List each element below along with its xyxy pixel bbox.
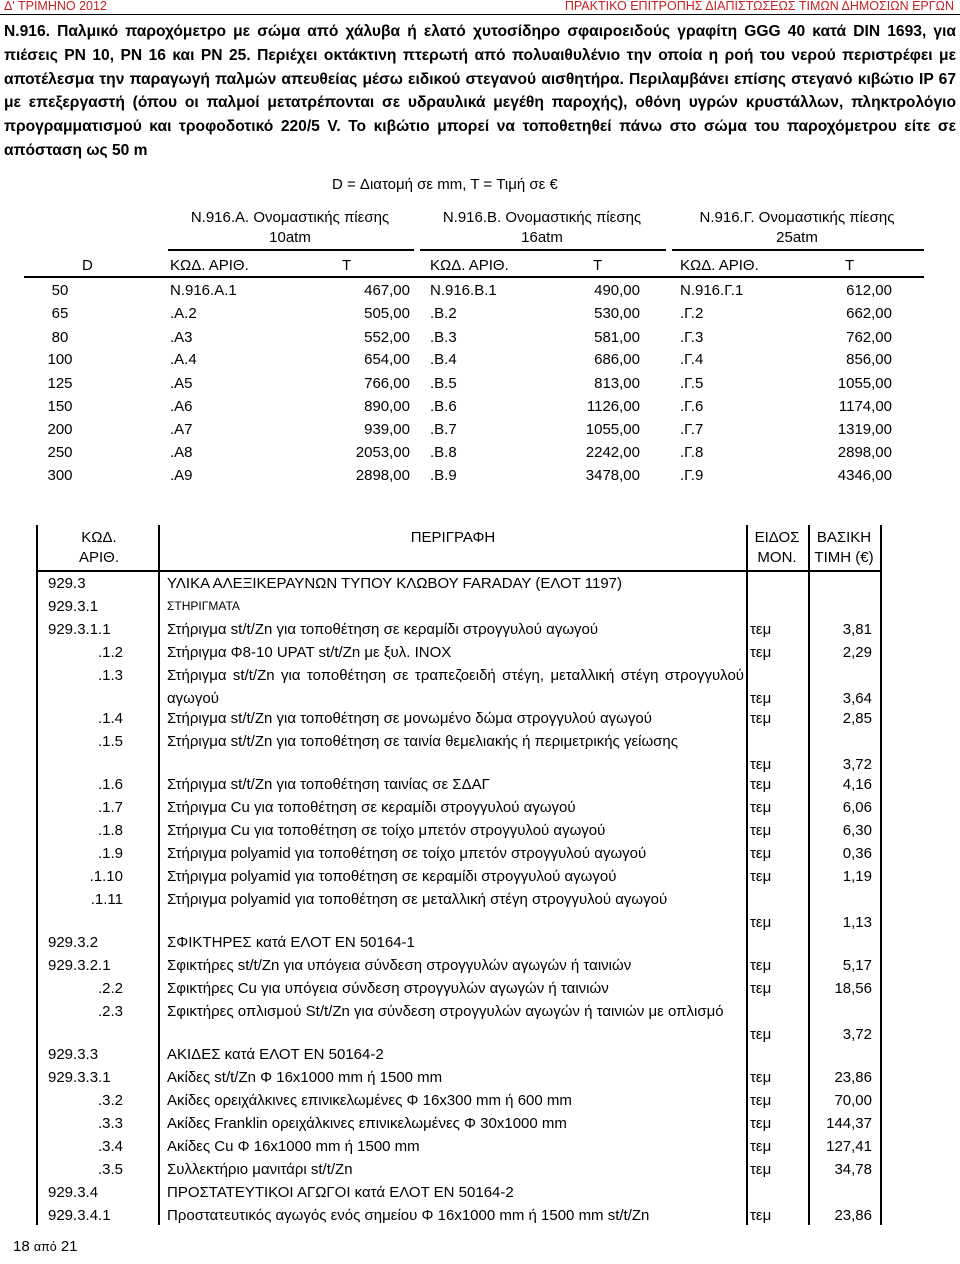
item-unit: τεμ [750,644,772,661]
code-b: .Β.4 [430,351,457,368]
page-sep: από [33,1240,57,1254]
item-code: .1.7 [97,799,123,816]
item-code: 929.3.4.1 [48,1207,111,1224]
col-header-code-line2: ΑΡΙΘ. [78,549,119,566]
item-description: Στήριγμα Cu για τοποθέτηση σε κεραμίδι στρογγυλού αγωγού [167,799,576,816]
item-unit: τεμ [750,845,772,862]
price-a: 505,00 [364,305,410,322]
diameter: 200 [47,421,73,438]
item-description: Στήριγμα st/t/Zn για τοποθέτηση ταινίας σε ΣΔΑΓ [167,776,490,793]
header-code-b: ΚΩΔ. ΑΡΙΘ. [430,257,509,274]
item-price: 3,72 [842,756,872,773]
header-left: Δ' ΤΡΙΜΗΝΟ 2012 [4,0,107,13]
item-description: Ν.916. Παλμικό παροχόμετρο με σώμα από χάλυβα ή ελατό χυτοσίδηρο σφαιροειδούς γραφίτη GGG 40 κατά DIN 1693, για πιέσεις PN 10, PN 16 και PN 25. Περιέχει οκτάκτινη πτερωτή από πολυαιθυλένιο την οποία η ροή του νερού περιστρέφει με αποτέλεσμα την παραγωγή παλμών απευθείας μέσω ειδικού στεγανού αισθητήρα. Περιλαμβάνει επίσης στεγανό κιβώτιο IP 67 με επεξεργαστή (όπου οι παλμοί μετατρέπονται σε υδραυλικά μεγέθη παροχής), οθόνη υγρών κρυστάλλων, πληκτρολόγιο προγραμματισμού και τροφοδοτικό 220/5 V. Το κιβώτιο μπορεί να τοποθετηθεί πάνω στο σώμα του παροχόμετρου είτε σε απόσταση ως 50 m [4,23,956,159]
item-price: 6,06 [842,799,872,816]
col-header-description: ΠΕΡΙΓΡΑΦΗ [410,529,496,546]
code-a: .Α.4 [170,351,197,368]
grid-line [746,525,748,1225]
price-b: 1126,00 [586,398,640,415]
item-unit: τεμ [750,1026,772,1043]
price-a: 654,00 [364,351,410,368]
col-header-unit-line1: ΕΙΔΟΣ [754,529,800,546]
item-price: 23,86 [834,1207,872,1224]
group-header-b [420,208,664,248]
item-description: Στήριγμα Cu για τοποθέτηση σε τοίχο μπετόν στρογγυλού αγωγού [167,822,606,839]
item-code: .1.11 [90,891,123,908]
item-price: 0,36 [842,845,872,862]
item-price: 70,00 [834,1092,872,1109]
item-code: .2.2 [97,980,123,997]
item-price: 18,56 [834,980,872,997]
item-code: 929.3.1 [48,598,99,615]
price-a: 467,00 [364,282,410,299]
item-unit: τεμ [750,1138,772,1155]
item-description: ΑΚΙΔΕΣ κατά ΕΛΟΤ ΕΝ 50164-2 [167,1046,384,1063]
item-price: 3,64 [842,690,872,707]
item-price: 4,16 [842,776,872,793]
price-c: 1174,00 [838,398,892,415]
item-unit: τεμ [750,980,772,997]
diameter: 125 [47,375,73,392]
item-code: 929.3.3.1 [48,1069,111,1086]
item-unit: τεμ [750,1115,772,1132]
item-description: Ακίδες ορειχάλκινες επινικελωμένες Φ 16x300 mm ή 600 mm [167,1092,572,1109]
price-c: 4346,00 [837,467,892,484]
code-b: .Β.6 [430,398,457,415]
price-a: 890,00 [364,398,410,415]
price-c: 856,00 [846,351,892,368]
item-price: 1,19 [842,868,872,885]
diameter: 150 [47,398,73,415]
header-code-a: ΚΩΔ. ΑΡΙΘ. [170,257,249,274]
item-description: ΣΤΗΡΙΓΜΑΤΑ [167,599,240,613]
price-b: 813,00 [594,375,640,392]
price-b: 686,00 [594,351,640,368]
item-code: .3.4 [97,1138,123,1155]
item-code: .1.5 [97,733,123,750]
code-a: .Α5 [170,375,193,392]
header-right: ΠΡΑΚΤΙΚΟ ΕΠΙΤΡΟΠΗΣ ΔΙΑΠΙΣΤΩΣΕΩΣ ΤΙΜΩΝ ΔΗΜΟΣΙΩΝ ΕΡΓΩΝ [564,0,954,13]
header-code-c: ΚΩΔ. ΑΡΙΘ. [680,257,759,274]
item-description: Σφικτήρες οπλισμού St/t/Zn για σύνδεση στρογγυλών αγωγών ή ταινιών με οπλισμό [167,1003,724,1020]
item-code: .1.10 [89,868,123,885]
group-a-pressure: 10atm [269,229,311,246]
header-d: D [82,257,93,274]
col-header-price-line2: ΤΙΜΗ (€) [814,549,874,566]
code-c: .Γ.4 [680,351,704,368]
price-a: 2053,00 [355,444,410,461]
item-unit: τεμ [750,776,772,793]
price-b: 2242,00 [585,444,640,461]
item-unit: τεμ [750,799,772,816]
item-price: 127,41 [826,1138,872,1155]
item-description: Σφικτήρες st/t/Zn για υπόγεια σύνδεση στρογγυλών αγωγών ή ταινιών [167,957,632,974]
item-price: 2,85 [842,710,872,727]
col-header-price-line1: ΒΑΣΙΚΗ [816,529,872,546]
code-b: .Β.5 [430,375,457,392]
item-description: Στήριγμα polyamid για τοποθέτηση σε μεταλλική στέγη στρογγυλού αγωγού [167,891,668,908]
price-a: 2898,00 [355,467,410,484]
item-price: 1,13 [842,914,872,931]
item-code: 929.3.2.1 [48,957,111,974]
item-price: 3,81 [842,621,872,638]
item-description: Στήριγμα polyamid για τοποθέτηση σε τοίχο μπετόν στρογγυλού αγωγού [167,845,647,862]
item-unit: τεμ [750,756,772,773]
table-row [0,327,960,350]
item-description: Στήριγμα st/t/Zn για τοποθέτηση σε ταινία θεμελιακής ή περιμετρικής γείωσης [167,733,679,750]
table-row [0,280,960,303]
item-code: .3.5 [97,1161,123,1178]
table-row [0,349,960,372]
table-row [0,373,960,396]
item-description: ΥΛΙΚΑ ΑΛΕΞΙΚΕΡΑΥΝΩΝ ΤΥΠΟΥ ΚΛΩΒΟΥ FARADAY (ΕΛΟΤ 1197) [167,575,623,592]
item-code: .3.2 [97,1092,123,1109]
diameter: 65 [51,305,69,322]
code-a: Ν.916.Α.1 [170,282,237,299]
item-unit: τεμ [750,690,772,707]
diameter: 80 [51,329,69,346]
table-row [0,303,960,326]
item-unit: τεμ [750,1207,772,1224]
item-price: 2,29 [842,644,872,661]
group-c-pressure: 25atm [776,229,818,246]
code-c: Ν.916.Γ.1 [680,282,744,299]
code-a: .Α6 [170,398,193,415]
code-c: .Γ.9 [680,467,704,484]
header-t-b: T [593,257,603,274]
price-b: 490,00 [594,282,640,299]
header-t-c: T [845,257,855,274]
grid-line [158,525,160,1225]
item-code: .1.3 [97,667,123,684]
group-c-underline [672,249,924,251]
col-header-code-line1: ΚΩΔ. [81,529,117,546]
item-unit: τεμ [750,1069,772,1086]
price-c: 1319,00 [837,421,892,438]
item-unit: τεμ [750,710,772,727]
item-code: .1.9 [97,845,123,862]
item-code: .3.3 [97,1115,123,1132]
item-code: .1.4 [97,710,123,727]
table-row [0,442,960,465]
price-b: 530,00 [594,305,640,322]
price-c: 2898,00 [837,444,892,461]
col-header-unit-line2: ΜΟΝ. [757,549,797,566]
item-description: Συλλεκτήριο μανιτάρι st/t/Zn [167,1161,353,1178]
price-c: 612,00 [846,282,892,299]
code-a: .Α8 [170,444,193,461]
header-t-a: T [342,257,352,274]
code-a: .Α.2 [170,305,197,322]
code-b: .Β.9 [430,467,457,484]
item-description: Στήριγμα st/t/Zn για τοποθέτηση σε μονωμένο δώμα στρογγυλού αγωγού [167,710,652,727]
code-c: .Γ.3 [680,329,704,346]
code-c: .Γ.7 [680,421,704,438]
item-unit: τεμ [750,957,772,974]
price-a: 766,00 [364,375,410,392]
table-row [0,396,960,419]
legend: D = Διατομή σε mm, T = Τιμή σε € [332,176,558,193]
item-description: Στήριγμα Φ8-10 UPAT st/t/Zn με ξυλ. INOX [167,644,452,661]
group-header-a [168,208,412,248]
price-a: 939,00 [364,421,410,438]
code-b: .Β.2 [430,305,457,322]
item-price: 34,78 [834,1161,872,1178]
item-unit: τεμ [750,1092,772,1109]
grid-line [880,525,882,1225]
col-header-unit [746,528,808,568]
item-code: .1.8 [97,822,123,839]
col-header-price [808,528,880,568]
item-code: .2.3 [97,1003,123,1020]
item-description: ΣΦΙΚΤΗΡΕΣ κατά ΕΛΟΤ ΕΝ 50164-1 [167,934,415,951]
price-b: 3478,00 [585,467,640,484]
price-c: 662,00 [846,305,892,322]
group-b-title: Ν.916.Β. Ονομαστικής πίεσης [442,209,642,226]
item-description: Προστατευτικός αγωγός ενός σημείου Φ 16x1000 mm ή 1500 mm st/t/Zn [167,1207,650,1224]
code-c: .Γ.2 [680,305,704,322]
item-unit: τεμ [750,822,772,839]
diameter: 250 [47,444,73,461]
diameter: 100 [47,351,73,368]
table-row [0,465,960,488]
item-code: 929.3.2 [48,934,99,951]
item-unit: τεμ [750,1161,772,1178]
item-unit: τεμ [750,914,772,931]
price-c: 762,00 [846,329,892,346]
code-a: .Α9 [170,467,193,484]
group-a-underline [168,249,414,251]
diameter: 300 [47,467,73,484]
grid-line [36,525,38,1225]
page-number: 18 [13,1238,30,1255]
item-code: 929.3.1.1 [48,621,111,638]
table-row [0,419,960,442]
code-c: .Γ.6 [680,398,704,415]
item-price: 5,17 [842,957,872,974]
item-code: 929.3 [48,575,86,592]
price-b: 1055,00 [585,421,640,438]
item-price: 3,72 [842,1026,872,1043]
code-a: .Α7 [170,421,193,438]
group-b-underline [420,249,666,251]
header-rule [24,276,924,278]
item-description: Ακίδες st/t/Zn Φ 16x1000 mm ή 1500 mm [167,1069,443,1086]
item-price: 6,30 [842,822,872,839]
code-c: .Γ.8 [680,444,704,461]
group-a-title: Ν.916.Α. Ονομαστικής πίεσης [190,209,390,226]
item-description: Στήριγμα st/t/Zn για τοποθέτηση σε κεραμίδι στρογγυλού αγωγού [167,621,599,638]
price-c: 1055,00 [837,375,892,392]
item-unit: τεμ [750,868,772,885]
page-footer [13,1238,78,1255]
code-b: .Β.7 [430,421,457,438]
item-description: Στήριγμα st/t/Zn για τοποθέτηση σε τραπεζοειδή στέγη, μεταλλική στέγη στρογγυλού αγωγού [167,667,744,707]
item-code: 929.3.3 [48,1046,99,1063]
code-b: .Β.8 [430,444,457,461]
group-header-c [672,208,922,248]
item-description: Ακίδες Franklin ορειχάλκινες επινικελωμένες Φ 30x1000 mm [167,1115,567,1132]
item-price: 144,37 [826,1115,872,1132]
code-a: .Α3 [170,329,193,346]
price-a: 552,00 [364,329,410,346]
col-header-code [38,528,160,568]
page-header [0,0,960,15]
item-description: Ακίδες Cu Φ 16x1000 mm ή 1500 mm [167,1138,420,1155]
item-description: Σφικτήρες Cu για υπόγεια σύνδεση στρογγυλών αγωγών ή ταινιών [167,980,609,997]
item-unit: τεμ [750,621,772,638]
item-code: .1.6 [97,776,123,793]
code-b: Ν.916.Β.1 [430,282,497,299]
diameter: 50 [51,282,69,299]
page-total: 21 [60,1238,78,1255]
item-description: Στήριγμα polyamid για τοποθέτηση σε κεραμίδι στρογγυλού αγωγού [167,868,617,885]
code-c: .Γ.5 [680,375,704,392]
group-c-title: Ν.916.Γ. Ονομαστικής πίεσης [699,209,895,226]
item-code: 929.3.4 [48,1184,99,1201]
item-price: 23,86 [834,1069,872,1086]
group-b-pressure: 16atm [521,229,563,246]
code-b: .Β.3 [430,329,457,346]
item-code: .1.2 [97,644,123,661]
price-b: 581,00 [594,329,640,346]
item-description: ΠΡΟΣΤΑΤΕΥΤΙΚΟΙ ΑΓΩΓΟΙ κατά ΕΛΟΤ ΕΝ 50164-2 [167,1184,514,1201]
